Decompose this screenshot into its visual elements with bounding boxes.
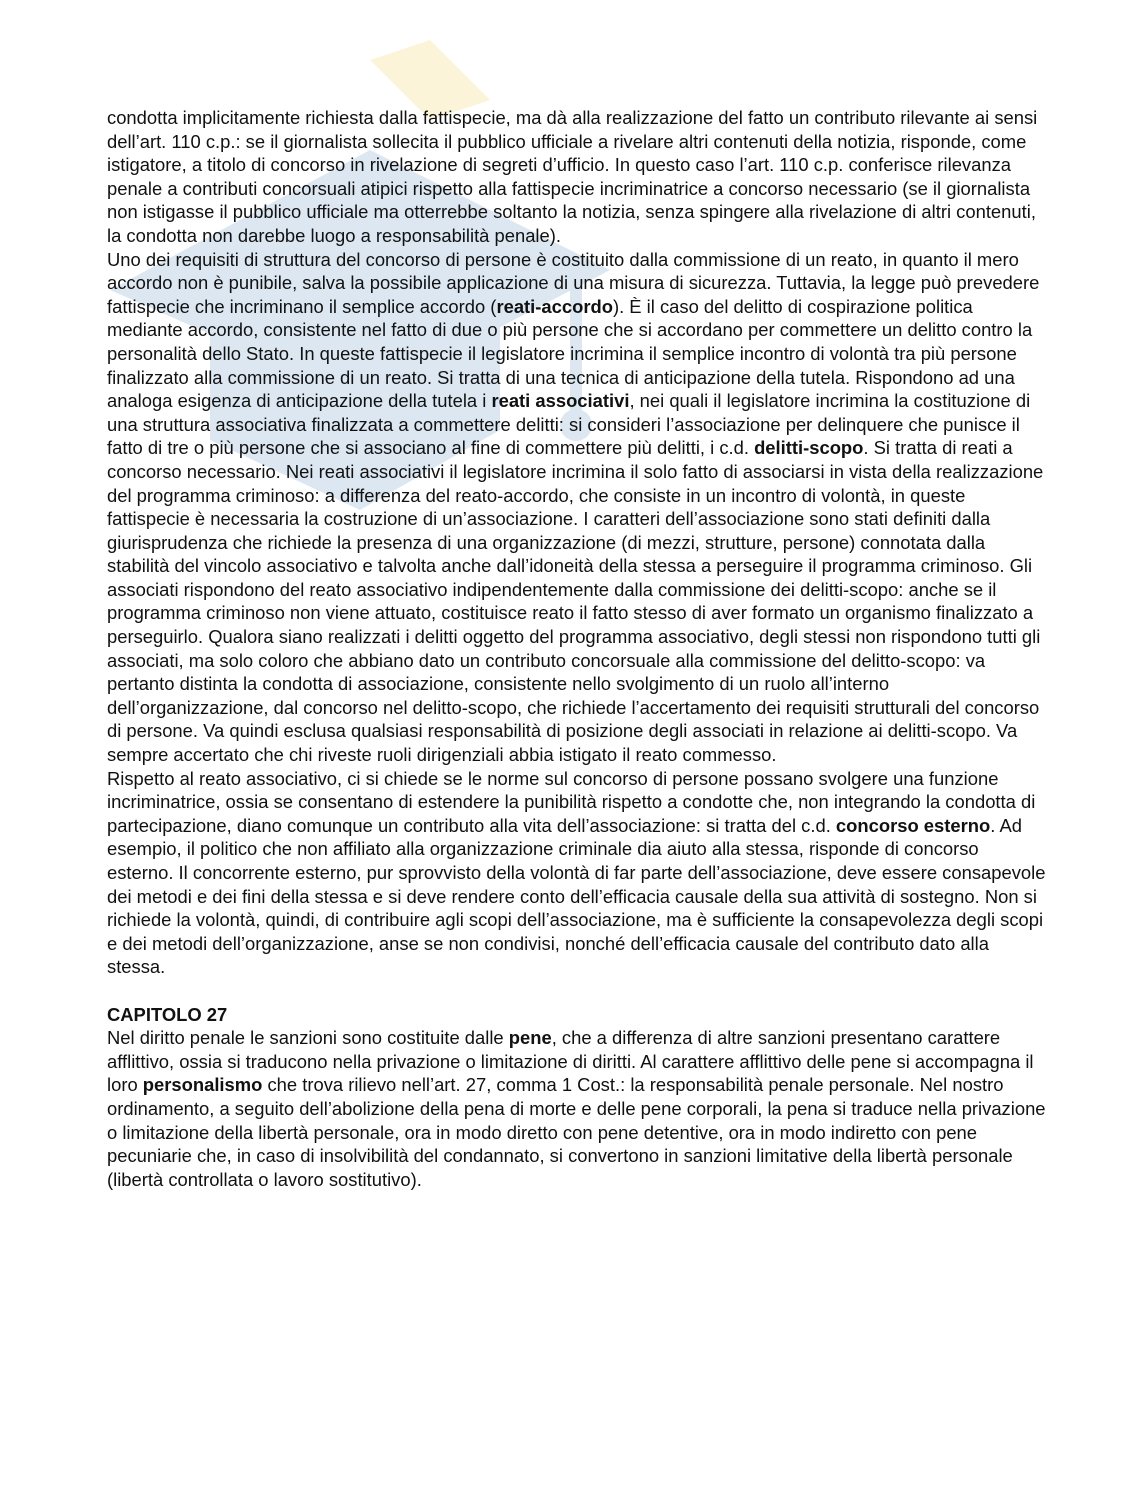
text-run: , che a differenza di altre sanzioni presentano carattere afflittivo, ossia si traducono nella privazione o limitazione di diritti. Al carattere afflittivo delle pene si accompagna il loro: [107, 1027, 1034, 1096]
text-run: , nei quali il legislatore incrimina la costituzione di una struttura associativa finalizzata a commettere delitti: si consideri l’associazione per delinquere che punisce il fatto di tre o più persone che si associano al fine di commettere più delitti, i c.d.: [107, 390, 1031, 459]
document-page: [107, 106, 1047, 1191]
paragraph-2: [107, 248, 1047, 767]
text-run: . Si tratta di reati a concorso necessario. Nei reati associativi il legislatore incrimina il solo fatto di associarsi in vista della realizzazione del programma criminoso: a differenza del reato-accordo, che consiste in un incontro di volontà, in queste fattispecie è necessaria la costruzione di un’associazione. I caratteri dell’associazione sono stati definiti dalla giurisprudenza che richiede la presenza di una organizzazione (di mezzi, strutture, persone) connotata dalla stabilità del vincolo associativo e talvolta anche dall’idoneità della stessa a perseguire il programma criminoso. Gli associati rispondono del reato associativo indipendentemente dalla commissione dei delitti-scopo: anche se il programma criminoso non viene attuato, costituisce reato il fatto stesso di aver formato un organismo finalizzato a perseguirlo. Qualora siano realizzati i delitti oggetto del programma associativo, degli stessi non rispondono tutti gli associati, ma solo coloro che abbiano dato un contributo concorsuale alla commissione del delitto-scopo: va pertanto distinta la condotta di associazione, consistente nello svolgimento di un ruolo all’interno dell’organizzazione, dal concorso nel delitto-scopo, che richiede l’accertamento dei requisiti strutturali del concorso di persone. Va quindi esclusa qualsiasi responsabilità di posizione degli associati in relazione ai delitti-scopo. Va sempre accertato che chi riveste ruoli dirigenziali abbia istigato il reato commesso.: [107, 437, 1044, 766]
text-run: Nel diritto penale le sanzioni sono costituite dalle: [107, 1027, 509, 1049]
bold-term: concorso esterno: [835, 814, 991, 836]
text-run: Rispetto al reato associativo, ci si chiede se le norme sul concorso di persone possano svolgere una funzione incriminatrice, ossia se consentano di estendere la punibilità rispetto a condotte che, non integrando la condotta di partecipazione, diano comunque un contributo alla vita dell’associazione: si tratta del c.d.: [107, 767, 1036, 836]
bold-term: reati associativi: [491, 390, 630, 412]
chapter-paragraph: [107, 1026, 1047, 1191]
bold-term: personalismo: [142, 1074, 263, 1096]
chapter-section: [107, 1003, 1047, 1192]
text-run: ). È il caso del delitto di cospirazione politica mediante accordo, consistente nel fatto di due o più persone che si accordano per commettere un delitto contro la personalità dello Stato. In queste fattispecie il legislatore incrimina il semplice incontro di volontà tra più persone finalizzato alla commissione di un reato. Si tratta di una tecnica di anticipazione della tutela. Rispondono ad una analoga esigenza di anticipazione della tutela i: [107, 295, 1033, 412]
text-run: Uno dei requisiti di struttura del concorso di persone è costituito dalla commissione di un reato, in quanto il mero accordo non è punibile, salva la possibile applicazione di una misura di sicurezza. Tuttavia, la legge può prevedere fattispecie che incriminano il semplice accordo (: [107, 248, 1040, 317]
paragraph-1: [107, 106, 1047, 248]
bold-term: reati-accordo: [496, 295, 613, 317]
text-run: che trova rilievo nell’art. 27, comma 1 Cost.: la responsabilità penale personale. Nel nostro ordinamento, a seguito dell’abolizione della pena di morte e delle pene corporali, la pena si traduce nella privazione o limitazione della libertà personale, ora in modo diretto con pene detentive, ora in modo indiretto con pene pecuniarie che, in caso di insolvibilità del condannato, si convertono in sanzioni limitative della libertà personale (libertà controllata o lavoro sostitutivo).: [107, 1074, 1046, 1190]
bold-term: delitti-scopo: [754, 437, 864, 459]
bold-term: pene: [508, 1027, 552, 1049]
paragraph-3: [107, 767, 1047, 979]
text-run: condotta implicitamente richiesta dalla fattispecie, ma dà alla realizzazione del fatto un contributo rilevante ai sensi dell’art. 110 c.p.: se il giornalista sollecita il pubblico ufficiale a rivelare altri contenuti della notizia, risponde, come istigatore, a titolo di concorso in rivelazione di segreti d’ufficio. In questo caso l’art. 110 c.p. conferisce rilevanza penale a contributi concorsuali atipici rispetto alla fattispecie incriminatrice a concorso necessario (se il giornalista non istigasse il pubblico ufficiale ma otterrebbe soltanto la notizia, senza spingere alla rivelazione di altri contenuti, la condotta non darebbe luogo a responsabilità penale).: [107, 107, 1038, 246]
text-run: . Ad esempio, il politico che non affiliato alla organizzazione criminale dia aiuto alla stessa, risponde di concorso esterno. Il concorrente esterno, pur sprovvisto della volontà di far parte dell’associazione, deve essere consapevole dei metodi e dei fini della stessa e si deve rendere conto dell’efficacia causale della sua attività di sostegno. Non si richiede la volontà, quindi, di contribuire agli scopi dell’associazione, ma è sufficiente la consapevolezza degli scopi e dei metodi dell’organizzazione, anse se non condivisi, nonché dell’efficacia causale del contributo dato alla stessa.: [107, 814, 1046, 978]
chapter-title: CAPITOLO 27: [107, 1003, 228, 1025]
